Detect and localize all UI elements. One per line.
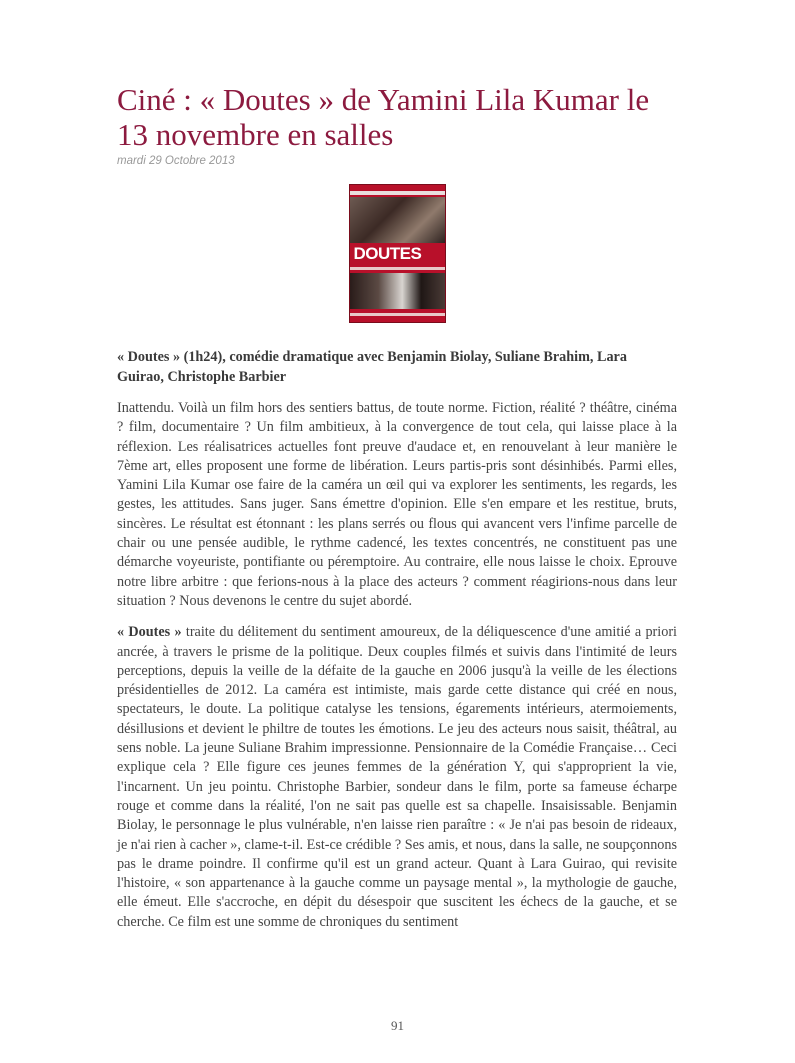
poster-title: DOUTES	[353, 244, 422, 263]
page-number: 91	[391, 1018, 404, 1033]
movie-poster-image	[349, 184, 446, 323]
article-subtitle: « Doutes » (1h24), comédie dramatique avec Benjamin Biolay, Suliane Brahim, Lara Guirao, Christophe Barbier	[117, 349, 627, 385]
paragraph-1: Inattendu. Voilà un film hors des sentiers battus, de toute norme. Fiction, réalité ? théâtre, cinéma ? film, documentaire ? Un film ambitieux, à la convergence de tout cela, qui laisse place à la réflexion. Les réalisatrices actuelles font preuve d'audace et, en renouvelant à leur manière le 7ème art, elles proposent une forme de libération. Leurs partis-pris sont désinhibés. Parmi elles, Yamini Lila Kumar ose faire de la caméra un œil qui va explorer les sentiments, les regards, les gestes, les attitudes. Sans juger. Sans émettre d'opinion. Elle s'en empare et les restitue, bruts, sincères. Le résultat est étonnant : les plans serrés ou flous qui avancent vers l'infime parcelle de chair ou une pensée audible, le rythme cadencé, les textes concentrés, ne constituent pas une démarche voyeuriste, pontifiante ou péremptoire. Au contraire, elle nous laisse le choix. Eprouve notre libre arbitre : que ferions-nous à la place des acteurs ? comment réagirions-nous dans leur situation ? Nous devenons le centre du sujet abordé.	[117, 400, 677, 609]
paragraph-2-text: traite du délitement du sentiment amoureux, de la déliquescence d'une amitié a priori ancrée, à travers le prisme de la politique. Deux couples filmés et suivis dans l'intimité de leurs perceptions, depuis la veille de la défaite de la gauche en 2006 jusqu'à la veille de les élections présidentielles de 2012. La caméra est intimiste, mais garde cette distance qui créé en nous, spectateurs, le doute. La politique catalyse les tensions, égarements intérieurs, atermoiements, désillusions et devient le philtre de toutes les émotions. Le jeu des acteurs nous saisit, théâtral, au sens noble. La jeune Suliane Brahim impressionne. Pensionnaire de la Comédie Française… Ceci explique cela ? Elle figure ces jeunes femmes de la génération Y, qui s'approprient la vie, l'incarnent. Un jeu pointu. Christophe Barbier, sondeur dans le film, porte sa fameuse écharpe rouge et comme dans la réalité, l'on ne sait pas quelle est sa chapelle. Insaisissable. Benjamin Biolay, le personnage le plus vulnérable, n'en laisse rien paraître : « Je n'ai pas besoin de rideaux, je n'ai rien à cacher », clame-t-il. Est-ce crédible ? Ses amis, et nous, dans la salle, ne soupçonnons pas le drame poindre. Il confirme qu'il est un grand acteur. Quant à Lara Guirao, qui revisite l'histoire, « son appartenance à la gauche comme un paysage mental », la mythologie de gauche, elle émeut. Elle s'accroche, en dépit du désespoir que suscitent les échecs de la gauche, et se cherche. Ce film est une somme de chroniques du sentiment	[117, 624, 678, 930]
article	[117, 82, 677, 932]
paragraph-2-lead: « Doutes »	[117, 624, 182, 641]
article-date: mardi 29 Octobre 2013	[117, 155, 235, 167]
poster-container	[117, 184, 677, 323]
paragraph-2	[117, 623, 677, 932]
article-title: Ciné : « Doutes » de Yamini Lila Kumar le 13 novembre en salles	[117, 82, 650, 152]
